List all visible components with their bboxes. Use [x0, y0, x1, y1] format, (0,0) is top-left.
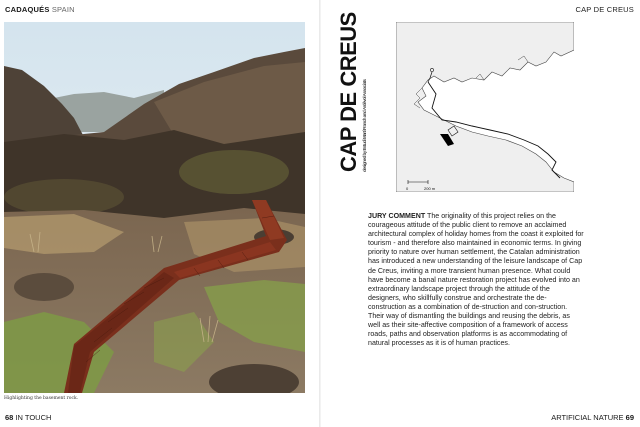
jury-comment-text: The originality of this project relies on the courageous attitude of the public client to remove an acclaimed architectural complex of holiday homes from the coast it exploited for tourism - and therefore also maintained in economic terms. In giving priority to nature over human settlement, the Catalan administration has introduced a new understanding of the leisure landscape of Cap de Creus, inviting a more transient human presence. What could have become a banal nature restoration project has evolved into an extraordinary landscape project through the attitude of the designers, who skillfully construe and orchestrate the de-construction as a combination of de-struction and con-struction. Their way of dismantling the buildings and reusing the debris, as well as their site-affective composition of a framework of access roads, paths and observation platforms is as accommodating of natural processes as it is of human practices.	[368, 212, 584, 348]
map-scale-distance: 200 m	[424, 186, 436, 191]
header-location: CADAQUÉS	[5, 5, 50, 14]
jury-comment-lead: JURY COMMENT	[368, 212, 426, 220]
page-title-text: CAP DE CREUS	[336, 12, 361, 172]
page-gutter	[319, 0, 321, 427]
designer-credit: designed by Estudi Martí Franch and Ardèvol Associats	[362, 79, 367, 172]
jury-comment	[368, 212, 584, 348]
running-footer-left	[5, 413, 51, 422]
footer-section-left: IN TOUCH	[15, 413, 52, 422]
location-map	[396, 22, 574, 192]
footer-section-right: ARTIFICIAL NATURE	[551, 413, 624, 422]
title-block	[336, 12, 374, 172]
photo-caption: Highlighting the basement rock.	[4, 396, 79, 401]
landscape-photo	[4, 22, 305, 393]
map-scale-zero: 0	[406, 186, 409, 191]
running-header-right: CAP DE CREUS	[575, 5, 634, 14]
running-footer-right	[551, 413, 634, 422]
page-number-left: 68	[5, 413, 14, 422]
page-title	[336, 12, 367, 172]
running-header-left	[5, 5, 75, 14]
header-country: SPAIN	[51, 5, 75, 14]
page-number-right: 69	[625, 413, 634, 422]
